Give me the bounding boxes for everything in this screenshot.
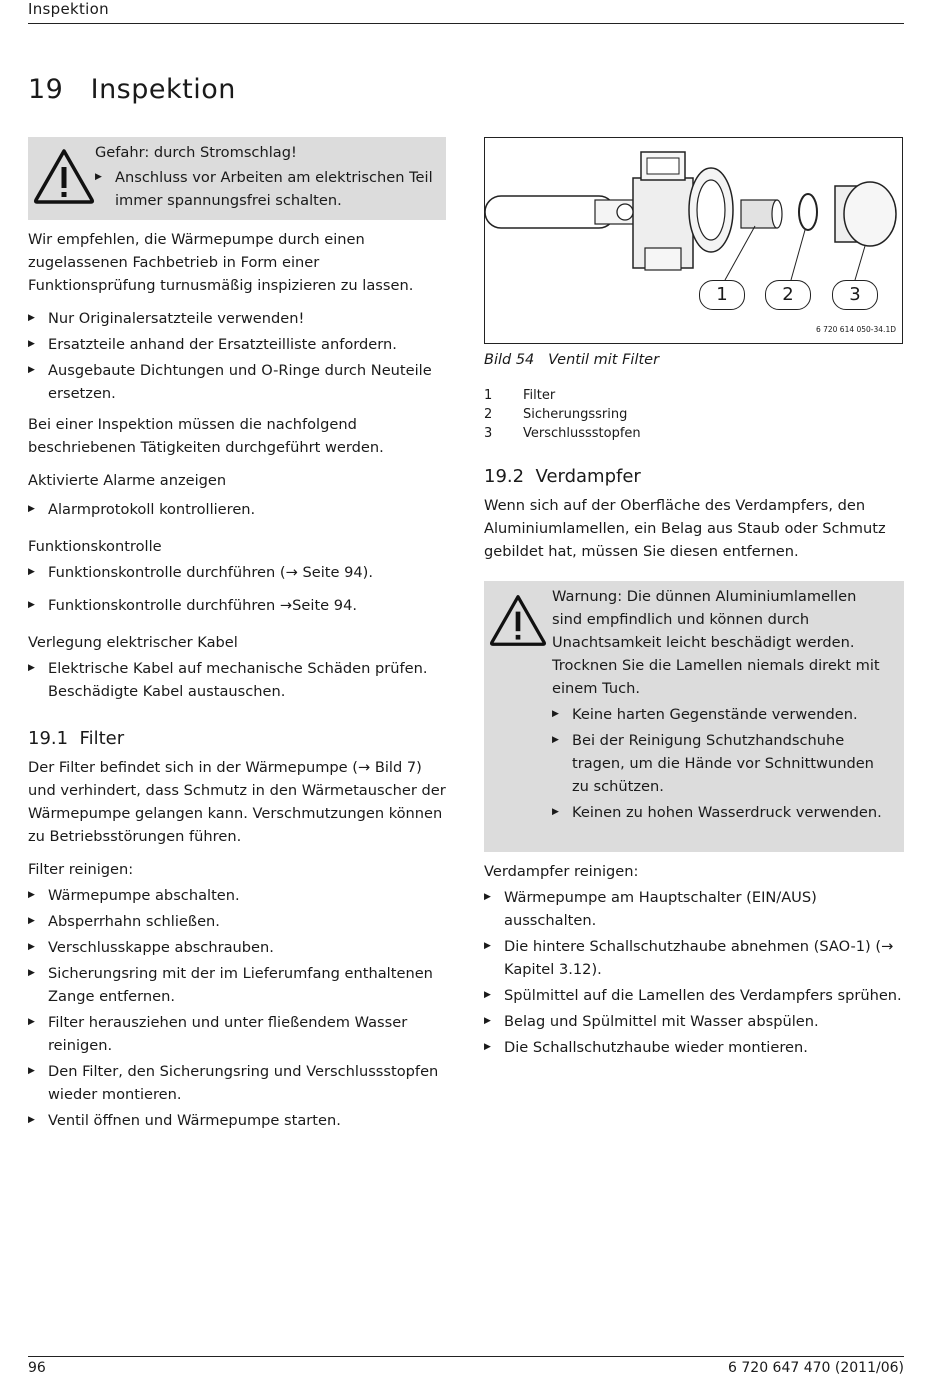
callout-3: 3 <box>832 280 878 310</box>
legend-item <box>484 386 904 405</box>
list-item: ▶ Nur Originalersatzteile verwenden! <box>28 307 446 330</box>
caution-text: Warnung: Die dünnen Aluminiumlamellen sind empfindlich und können durch Unachtsamkeit leicht beschädigt werden. Trocknen Sie die Lamellen niemals direkt mit einem Tuch. <box>552 588 880 697</box>
function-subheading: Funktionskontrolle <box>28 538 162 555</box>
caution-bullet: ▶ Keinen zu hohen Wasserdruck verwenden. <box>552 801 882 824</box>
list-item: ▶ Absperrhahn schließen. <box>28 910 446 933</box>
list-item: ▶ Funktionskontrolle durchführen →Seite 94. <box>28 594 446 617</box>
header-rule <box>28 23 904 24</box>
section-number: 19.2 <box>484 466 525 487</box>
danger-title: Gefahr: durch Stromschlag! <box>95 144 297 161</box>
list-item: ▶ Belag und Spülmittel mit Wasser abspülen. <box>484 1010 904 1033</box>
chapter-title-text: Inspektion <box>90 74 236 105</box>
warning-triangle-icon <box>32 147 96 205</box>
intro-paragraph: Wir empfehlen, die Wärmepumpe durch einen zugelassenen Fachbetrieb in Form einer Funktionsprüfung turnusmäßig inspizieren zu lassen. <box>28 231 414 294</box>
chapter-number: 19 <box>28 74 64 105</box>
figure-legend <box>484 386 904 443</box>
chapter-title <box>28 74 236 105</box>
list-item: ▶ Filter herausziehen und unter fließendem Wasser reinigen. <box>28 1011 446 1057</box>
figure-caption <box>484 349 904 372</box>
section-title: Filter <box>79 728 125 749</box>
alarm-subheading: Aktivierte Alarme anzeigen <box>28 472 227 489</box>
warning-triangle-icon <box>488 593 548 647</box>
valve-filter-illustration <box>485 138 902 343</box>
caption-number: Bild 54 <box>484 352 535 368</box>
legend-number: 1 <box>484 388 493 403</box>
list-item: ▶ Die Schallschutzhaube wieder montieren. <box>484 1036 904 1059</box>
list-item: ▶ Funktionskontrolle durchführen (→ Seite 94). <box>28 561 446 584</box>
danger-bullet: ▶ Anschluss vor Arbeiten am elektrischen Teil immer spannungsfrei schalten. <box>95 166 435 212</box>
section-19-2-heading <box>484 465 904 488</box>
danger-warning-box <box>28 137 446 220</box>
figure-code: 6 720 614 050-34.1D <box>815 325 896 334</box>
legend-item <box>484 424 904 443</box>
section-number: 19.1 <box>28 728 69 749</box>
legend-number: 2 <box>484 407 493 422</box>
inspection-paragraph: Bei einer Inspektion müssen die nachfolgend beschriebenen Tätigkeiten durchgeführt werden. <box>28 416 384 456</box>
list-item: ▶ Ventil öffnen und Wärmepumpe starten. <box>28 1109 446 1132</box>
caption-text: Ventil mit Filter <box>548 352 660 368</box>
legend-number: 3 <box>484 426 493 441</box>
list-item: ▶ Wärmepumpe abschalten. <box>28 884 446 907</box>
cable-subheading: Verlegung elektrischer Kabel <box>28 634 238 651</box>
callout-1: 1 <box>699 280 745 310</box>
list-item: ▶ Die hintere Schallschutzhaube abnehmen (SAO-1) (→ Kapitel 3.12). <box>484 935 904 981</box>
filter-clean-subheading: Filter reinigen: <box>28 861 134 878</box>
list-item: ▶ Ausgebaute Dichtungen und O-Ringe durch Neuteile ersetzen. <box>28 359 446 405</box>
right-column <box>484 137 904 1067</box>
section-title: Verdampfer <box>535 466 641 487</box>
footer-rule <box>28 1356 904 1357</box>
list-item: ▶ Sicherungsring mit der im Lieferumfang enthaltenen Zange entfernen. <box>28 962 446 1008</box>
document-number: 6 720 647 470 (2011/06) <box>728 1360 904 1376</box>
caution-warning-box <box>484 581 904 852</box>
evaporator-paragraph: Wenn sich auf der Oberfläche des Verdampfers, den Aluminiumlamellen, ein Belag aus Staub oder Schmutz gebildet hat, müssen Sie diesen entfernen. <box>484 497 886 560</box>
valve-figure <box>484 137 903 344</box>
legend-item <box>484 405 904 424</box>
running-header: Inspektion <box>28 0 109 18</box>
section-19-1-heading <box>28 727 446 750</box>
legend-text: Filter <box>523 388 556 403</box>
list-item: ▶ Wärmepumpe am Hauptschalter (EIN/AUS) ausschalten. <box>484 886 904 932</box>
caution-bullet: ▶ Bei der Reinigung Schutzhandschuhe tragen, um die Hände vor Schnittwunden zu schützen. <box>552 729 882 798</box>
list-item: ▶ Elektrische Kabel auf mechanische Schäden prüfen. Beschädigte Kabel austauschen. <box>28 657 446 703</box>
page-number: 96 <box>28 1360 46 1376</box>
left-column <box>28 137 446 1140</box>
evaporator-clean-subheading: Verdampfer reinigen: <box>484 863 639 880</box>
list-item: ▶ Spülmittel auf die Lamellen des Verdampfers sprühen. <box>484 984 904 1007</box>
legend-text: Verschlussstopfen <box>523 426 641 441</box>
list-item: ▶ Verschlusskappe abschrauben. <box>28 936 446 959</box>
caution-bullet: ▶ Keine harten Gegenstände verwenden. <box>552 703 882 726</box>
filter-paragraph: Der Filter befindet sich in der Wärmepumpe (→ Bild 7) und verhindert, dass Schmutz in den Wärmetauscher der Wärmepumpe gelangen kann. Verschmutzungen können zu Betriebsstörungen führen. <box>28 759 446 845</box>
legend-text: Sicherungssring <box>523 407 628 422</box>
list-item: ▶ Ersatzteile anhand der Ersatzteilliste anfordern. <box>28 333 446 356</box>
callout-2: 2 <box>765 280 811 310</box>
list-item: ▶ Alarmprotokoll kontrollieren. <box>28 498 446 521</box>
list-item: ▶ Den Filter, den Sicherungsring und Verschlussstopfen wieder montieren. <box>28 1060 446 1106</box>
